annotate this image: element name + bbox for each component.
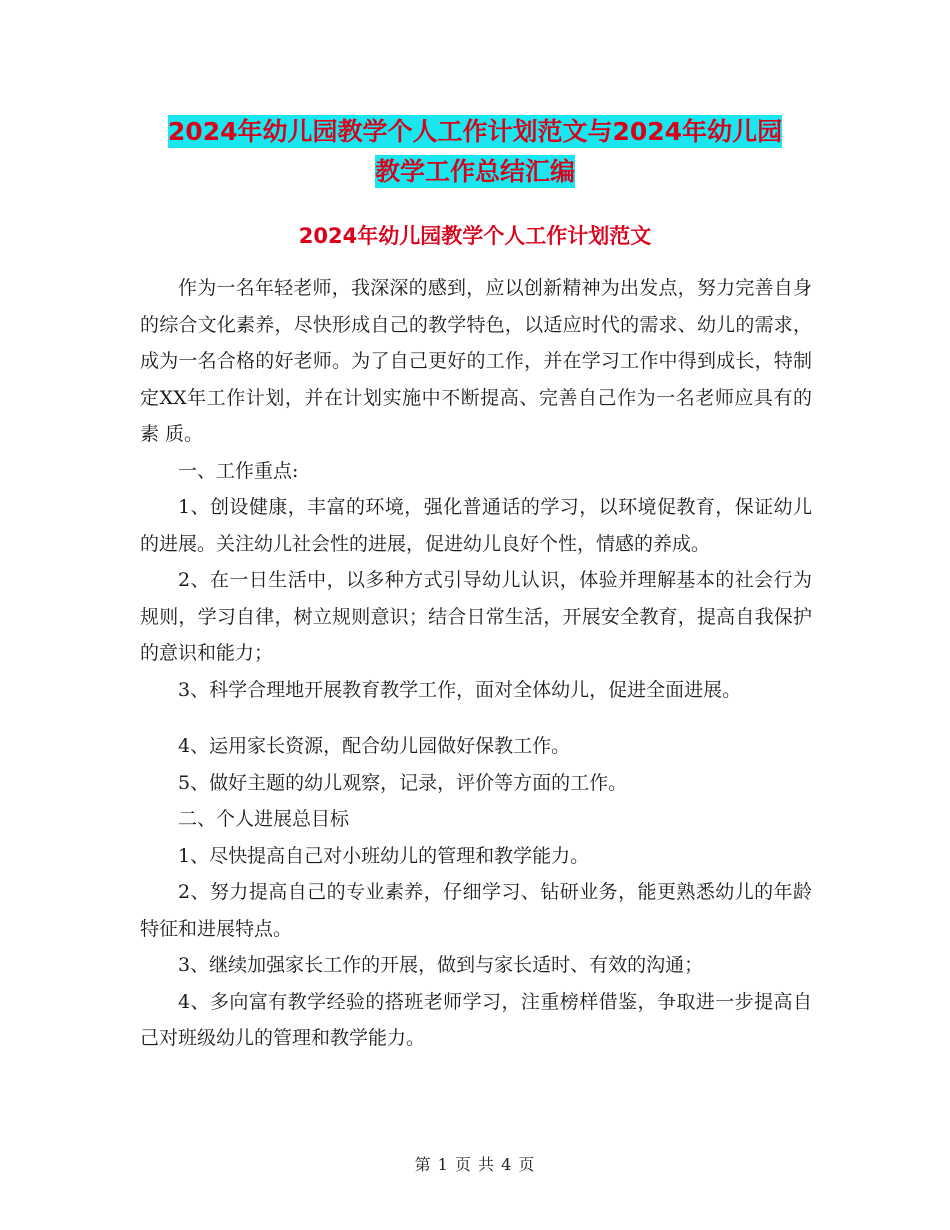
main-title-line-2: 教学工作总结汇编 (374, 157, 575, 186)
main-title (140, 112, 810, 192)
section-title: 2024年幼儿园教学个人工作计划范文 (298, 224, 652, 248)
page-footer: 第 1 页 共 4 页 (414, 1155, 536, 1174)
heading-work-focus: 一、工作重点: (178, 459, 299, 482)
paragraph-item: 1、创设健康，丰富的环境，强化普通话的学习，以环境促教育，保证幼儿的进展。关注幼儿社会性的进展，促进幼儿良好个性，情感的养成。 (140, 496, 812, 555)
paragraph-item: 5、做好主题的幼儿观察，记录，评价等方面的工作。 (178, 771, 628, 794)
paragraph-item: 4、运用家长资源，配合幼儿园做好保教工作。 (178, 735, 571, 757)
heading-personal-goals: 二、个人进展总目标 (178, 808, 350, 830)
paragraph-intro: 作为一名年轻老师，我深深的感到，应以创新精神为出发点，努力完善自身的综合文化素养，尽快形成自己的教学特色，以适应时代的需求、幼儿的需求，成为一名合格的好老师。为了自己更好的工作，并在学习工作中得到成长，特制定XX年工作计划，并在计划实施中不断提高、完善自己作为一名老师应具有的素 质。 (140, 277, 812, 445)
paragraph-item: 3、继续加强家长工作的开展，做到与家长适时、有效的沟通； (178, 954, 704, 976)
main-title-line-1: 2024年幼儿园教学个人工作计划范文与2024年幼儿园 (167, 117, 783, 146)
paragraph-item: 1、尽快提高自己对小班幼儿的管理和教学能力。 (178, 844, 590, 867)
paragraph-item: 4、多向富有教学经验的搭班老师学习，注重榜样借鉴，争取进一步提高自己对班级幼儿的管理和教学能力。 (140, 990, 812, 1049)
paragraph-item: 2、在一日生活中，以多种方式引导幼儿认识，体验并理解基本的社会行为规则，学习自律，树立规则意识；结合日常生活，开展安全教育，提高自我保护的意识和能力； (140, 569, 812, 664)
paragraph-item: 3、科学合理地开展教育教学工作，面对全体幼儿，促进全面进展。 (178, 678, 742, 701)
paragraph-item: 2、努力提高自己的专业素养，仔细学习、钻研业务，能更熟悉幼儿的年龄特征和进展特点。 (140, 881, 812, 940)
document-body (140, 270, 812, 1057)
